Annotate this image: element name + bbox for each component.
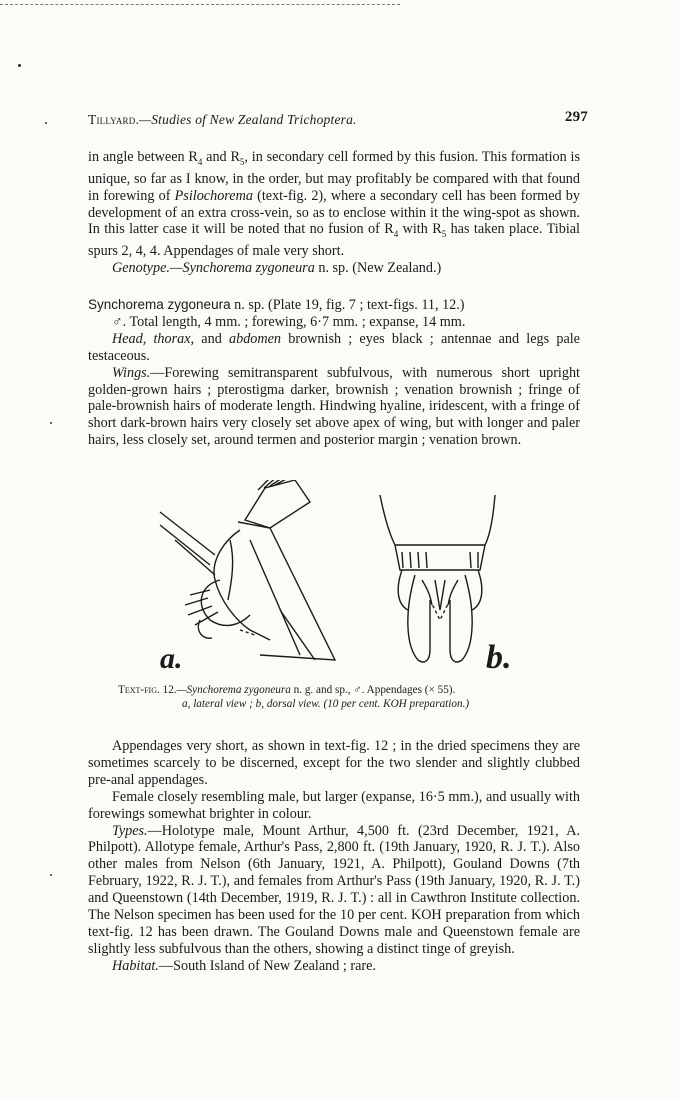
print-speck: [50, 874, 52, 876]
running-head: [88, 109, 588, 132]
text-run: and R: [202, 149, 240, 165]
print-speck: [50, 422, 52, 424]
appendages-paragraph: Appendages very short, as shown in text-fig. 12 ; in the dried specimens they are sometimes scarcely to be discerned, except for the two slender and slightly clubbed pre-anal appendages.: [88, 738, 580, 788]
genotype-species: —Synchorema zygoneura: [169, 260, 315, 277]
print-speck: [18, 64, 21, 67]
genotype-line: [88, 260, 580, 277]
text-run: n. g. and sp., ♂. Appendages (× 55).: [290, 684, 456, 696]
header-title: —Studies of New Zealand Trichoptera.: [139, 112, 357, 127]
dorsal-view-drawing: [380, 495, 495, 662]
text-figure-12: [140, 480, 540, 675]
text-run: —South Island of New Zealand ; rare.: [158, 957, 376, 974]
species-description: [88, 297, 580, 449]
appendage-drawing: [140, 480, 540, 675]
figure-caption: [118, 683, 568, 711]
genus-description-continued: [88, 149, 580, 277]
figure-label-a: a.: [160, 642, 183, 675]
print-speck: [45, 122, 47, 124]
text-run: and: [194, 330, 230, 347]
species-heading: [88, 297, 580, 314]
header-author: Tillyard.: [88, 112, 140, 127]
wings-description: [88, 365, 580, 450]
figure-label-b: b.: [486, 639, 512, 675]
subscript: 4: [393, 229, 399, 240]
caption-lead: Text-fig. 12.: [118, 684, 177, 696]
text-run: brownish ; eyes black ; antennae and legs pale testaceous.: [88, 330, 580, 364]
text-run: n. sp. (Plate 19, fig. 7 ; text-figs. 11, 12.): [230, 297, 465, 313]
text-run: has taken place. Tibial spurs 2, 4, 4. Appendages of male very short.: [88, 221, 581, 260]
caption-line-2: a, lateral view ; b, dorsal view. (10 per cent. KOH preparation.): [182, 698, 470, 710]
text-run: —Holotype male, Mount Arthur, 4,500 ft. (23rd December, 1921, A. Philpott). Allotype female, Arthur's Pass, 2,800 ft. (19th January, 1920, R. J. T.). Also other males from Nelson (6th January, 1921, A. Philpott), Gouland Downs (7th February, 1922, R. J. T.), and females from Arthur's Pass (19th January, 1920, R. J. T.) and Queenstown (14th December, 1919, R. J. T.) : all in Cawthron Institute collection. The Nelson specimen has been used for the 10 per cent. KOH preparation from which text-fig. 12 has been drawn. The Gouland Downs male and Queenstown female are slightly less subfulvous than the others, showing a distinct tinge of greyish.: [88, 822, 580, 957]
head-label: Head, thorax,: [112, 330, 195, 347]
female-paragraph: Female closely resembling male, but larger (expanse, 16·5 mm.), and usually with forewings somewhat brighter in colour.: [88, 788, 580, 822]
caption-species: —Synchorema zygoneura: [176, 684, 291, 696]
lateral-view-drawing: [160, 480, 335, 660]
male-measurements: ♂. Total length, 4 mm. ; forewing, 6·7 mm. ; expanse, 14 mm.: [112, 313, 466, 330]
abdomen-label: abdomen: [229, 330, 282, 347]
text-run: (text-fig. 2), where a secondary cell has been formed by development of an extra cross-vein, so as to enclose within it the wing-spot as shown. In this latter case it will be noted that no fusion of R: [88, 187, 580, 238]
text-run: —Forewing semitransparent subfulvous, with numerous short upright golden-grown hairs ; pterostigma darker, brownish ; venation brownish ; fringe of pale-brownish hairs of moderate length. Hindwing hyaline, iridescent, with a fringe of short dark-brown hairs very closely set above apex of wing, but with longer and paler hairs, less closely set, around termen and posterior margin ; venation brown.: [88, 364, 580, 449]
head-description: [88, 331, 580, 365]
text-run: with R: [398, 221, 442, 238]
subscript: 5: [239, 156, 245, 167]
types-label: Types.: [112, 822, 148, 839]
genus-name: Psilochorema: [174, 187, 253, 204]
page-number: 297: [564, 109, 588, 125]
text-run: , in secondary cell formed by this fusion. This formation is unique, so far as I know, in the order, but may profitably be compared with that found in forewing of: [88, 149, 580, 204]
wings-label: Wings.: [112, 364, 151, 381]
text-run: n. sp. (New Zealand.): [314, 260, 442, 277]
text-run: in angle between R: [88, 149, 198, 165]
species-notes: [88, 738, 580, 975]
top-rule: [0, 4, 400, 5]
genotype-label: Genotype.: [112, 260, 170, 277]
habitat-label: Habitat.: [112, 957, 159, 974]
subscript: 5: [441, 229, 447, 240]
species-name: Synchorema zygoneura: [88, 297, 231, 312]
caption-line-1: [118, 683, 568, 697]
habitat-paragraph: [88, 958, 580, 975]
types-paragraph: [88, 823, 580, 958]
subscript: 4: [197, 156, 203, 167]
